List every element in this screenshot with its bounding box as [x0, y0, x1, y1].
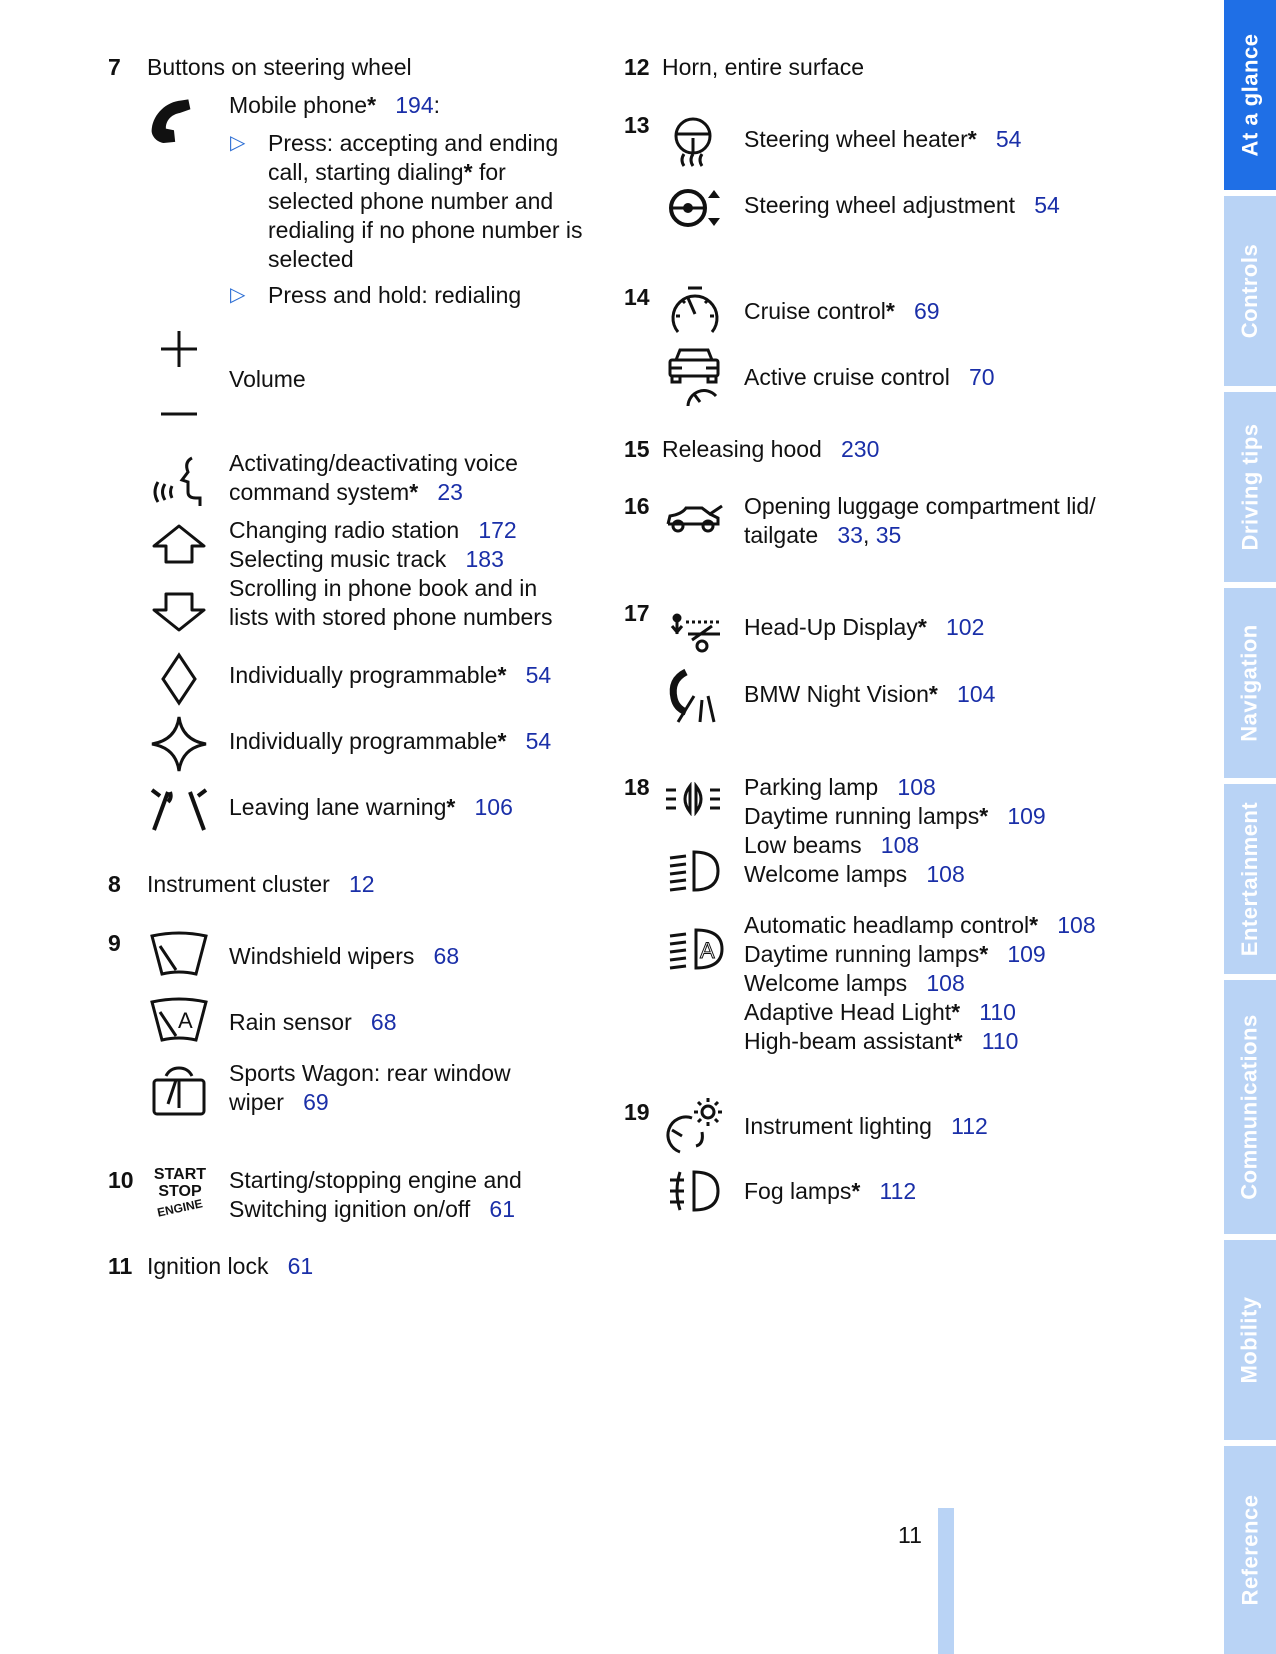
text: High-beam assistant: [744, 1028, 954, 1054]
colon: :: [433, 92, 440, 118]
windshield-wipers-line: [229, 941, 459, 971]
horn-label: Horn, entire surface: [662, 54, 864, 80]
phone-bullet-1-line-4: redialing if no phone number is: [268, 217, 583, 243]
lane-warning-line: Leaving lane warning* 106: [229, 794, 513, 820]
wipers-ref-link[interactable]: 68: [433, 943, 460, 969]
svg-text:A: A: [178, 1008, 193, 1033]
releasing-hood-line: [662, 434, 879, 464]
rain-sensor-icon: [148, 996, 210, 1044]
text: Selecting music track: [229, 546, 447, 572]
text: Instrument lighting: [744, 1113, 932, 1139]
text: Steering wheel adjustment: [744, 192, 1016, 218]
phone-bullet-1-line-2: call, starting dialing* for: [268, 159, 506, 185]
luggage-line-1: Opening luggage compartment lid/: [744, 493, 1096, 519]
lamps-b-line-5: High-beam assistant* 110: [744, 1028, 1019, 1054]
item-number-15: 15: [624, 436, 650, 462]
engine-ref-link[interactable]: 61: [489, 1196, 515, 1222]
high-beam-assistant-ref-link[interactable]: 110: [981, 1028, 1019, 1054]
item-number-11: 11: [108, 1253, 133, 1279]
section-tabs: [1224, 0, 1276, 1654]
tab-label: Controls: [1237, 243, 1263, 339]
voice-command-icon: [148, 450, 210, 512]
item-number-18: 18: [624, 774, 650, 800]
tab-reference[interactable]: [1224, 1446, 1276, 1654]
night-vision-line: BMW Night Vision* 104: [744, 681, 996, 707]
text: Individually programmable: [229, 662, 498, 688]
item-number-9: 9: [108, 930, 121, 956]
arrow-up-icon: [150, 522, 208, 566]
daytime-lamps-ref-link[interactable]: 109: [1007, 803, 1046, 829]
luggage-ref-link-2[interactable]: 35: [875, 522, 902, 548]
arrow-down-icon: [150, 590, 208, 634]
voice-line-2: command system* 23: [229, 479, 463, 505]
rain-sensor-ref-link[interactable]: 68: [370, 1009, 397, 1035]
parking-lamp-ref-link[interactable]: 108: [897, 774, 936, 800]
low-beams-ref-link[interactable]: 108: [880, 832, 920, 858]
programmable-2-line: Individually programmable* 54: [229, 728, 552, 754]
windshield-wiper-icon: [148, 930, 210, 978]
text: Ignition lock: [147, 1253, 269, 1279]
radio-line-4: lists with stored phone numbers: [229, 604, 553, 630]
phone-bullet-1-line-5: selected: [268, 246, 354, 272]
tab-label: Reference: [1237, 1494, 1263, 1606]
diamond-icon: [160, 652, 198, 706]
text: Adaptive Head Light: [744, 999, 952, 1025]
hud-line: Head-Up Display* 102: [744, 614, 985, 640]
radio-line-1: [229, 515, 517, 545]
text: Leaving lane warning: [229, 794, 447, 820]
releasing-hood-ref-link[interactable]: 230: [841, 436, 880, 462]
lamps-b-line-1: Automatic headlamp control* 108: [744, 912, 1096, 938]
music-ref-link[interactable]: 183: [465, 546, 504, 572]
text: Fog lamps: [744, 1178, 852, 1204]
start-stop-engine-icon: [150, 1166, 210, 1220]
welcome-lamps-2-ref-link[interactable]: 108: [926, 970, 965, 996]
tab-controls[interactable]: [1224, 196, 1276, 386]
active-cruise-ref-link[interactable]: 70: [968, 364, 995, 390]
lamps-a-line-4: [744, 859, 965, 889]
text: Parking lamp: [744, 774, 879, 800]
volume-label: Volume: [229, 366, 306, 392]
mobile-phone-ref-link[interactable]: 194: [395, 92, 434, 118]
steering-heater-ref-link[interactable]: 54: [995, 126, 1022, 152]
text: Rain sensor: [229, 1009, 352, 1035]
rain-sensor-line: [229, 1007, 397, 1037]
text: Changing radio station: [229, 517, 460, 543]
heading-buttons-steering-wheel: Buttons on steering wheel: [147, 54, 412, 80]
rear-window-wiper-icon: [148, 1064, 210, 1120]
luggage-ref-link-1[interactable]: 33: [837, 522, 863, 548]
text: call, starting dialing: [268, 159, 464, 185]
lamps-a-line-1: [744, 772, 936, 802]
stop-text: STOP: [158, 1183, 202, 1200]
tab-mobility[interactable]: [1224, 1240, 1276, 1440]
text: BMW Night Vision: [744, 681, 929, 707]
text: Head-Up Display: [744, 614, 918, 640]
steering-adjust-line: [744, 190, 1060, 220]
text: Active cruise control: [744, 364, 950, 390]
tab-at-a-glance[interactable]: [1224, 0, 1276, 190]
phone-handset-icon: [150, 92, 210, 152]
item-number-17: 17: [624, 600, 650, 626]
text: Individually programmable: [229, 728, 498, 754]
programmable-2-ref-link[interactable]: 54: [525, 728, 552, 754]
text: Steering wheel heater: [744, 126, 968, 152]
low-beam-icon: [666, 848, 724, 894]
car-trunk-icon: [664, 500, 726, 536]
fog-lamps-icon: [666, 1168, 724, 1214]
text: tailgate: [744, 522, 819, 548]
four-point-star-icon: [148, 714, 210, 774]
hud-ref-link[interactable]: 102: [945, 614, 985, 640]
instrument-lighting-line: [744, 1111, 988, 1141]
lamps-a-line-3: [744, 830, 919, 860]
voice-ref-link[interactable]: 23: [437, 479, 463, 505]
tab-label: Communications: [1237, 1014, 1262, 1200]
text: Instrument cluster: [147, 871, 330, 897]
text: command system: [229, 479, 410, 505]
text: Daytime running lamps: [744, 941, 980, 967]
start-text: START: [153, 1166, 207, 1183]
page-number: 11: [898, 1522, 922, 1548]
text: Windshield wipers: [229, 943, 415, 969]
phone-bullet-1-line-1: Press: accepting and ending: [268, 130, 559, 156]
rear-wiper-ref-link[interactable]: 69: [303, 1089, 329, 1115]
text: Cruise control: [744, 298, 886, 324]
lamps-b-line-2: Daytime running lamps* 109: [744, 941, 1046, 967]
fog-lamps-ref-link[interactable]: 112: [879, 1178, 917, 1204]
rear-wiper-line-1: Sports Wagon: rear window: [229, 1060, 511, 1086]
text: Automatic headlamp control: [744, 912, 1030, 938]
text: Switching ignition on/off: [229, 1196, 471, 1222]
steering-wheel-heater-icon: [668, 116, 718, 168]
item-number-19: 19: [624, 1099, 650, 1125]
text: Welcome lamps: [744, 970, 908, 996]
night-vision-icon: [664, 668, 722, 728]
lamps-b-line-3: [744, 968, 965, 998]
radio-line-2: [229, 544, 504, 574]
minus-icon: [158, 410, 200, 418]
instrument-lighting-icon: [662, 1096, 726, 1156]
radio-line-3: Scrolling in phone book and in: [229, 575, 538, 601]
item-number-12: 12: [624, 54, 650, 80]
instrument-lighting-ref-link[interactable]: 112: [951, 1113, 988, 1139]
parking-lamp-icon: [664, 782, 722, 816]
lamps-a-line-2: Daytime running lamps* 109: [744, 803, 1046, 829]
lamps-b-line-4: Adaptive Head Light* 110: [744, 999, 1016, 1025]
tab-driving-tips[interactable]: [1224, 392, 1276, 582]
tab-label: At a glance: [1237, 33, 1262, 157]
tab-label: Entertainment: [1237, 801, 1263, 957]
instrument-cluster-line: [147, 869, 375, 899]
text: for: [478, 159, 506, 185]
daytime-lamps-2-ref-link[interactable]: 109: [1007, 941, 1046, 967]
item-number-10: 10: [108, 1167, 134, 1193]
steering-heater-line: Steering wheel heater* 54: [744, 126, 1022, 152]
text: Releasing hood: [662, 436, 822, 462]
text: wiper: [229, 1089, 284, 1115]
bullet-triangle-icon: ▷: [230, 132, 246, 154]
cruise-control-icon: [668, 286, 722, 338]
separator: ,: [862, 522, 876, 548]
engine-text: ENGINE: [155, 1196, 204, 1220]
luggage-line-2: [744, 520, 901, 550]
cruise-control-line: Cruise control* 69: [744, 298, 940, 324]
instrument-cluster-ref-link[interactable]: 12: [348, 871, 375, 897]
rear-wiper-line-2: [229, 1087, 329, 1117]
steering-adjust-ref-link[interactable]: 54: [1034, 192, 1060, 218]
tab-navigation[interactable]: [1224, 588, 1276, 778]
programmable-1-line: Individually programmable* 54: [229, 662, 552, 688]
engine-line-2: [229, 1194, 515, 1224]
bullet-triangle-icon: ▷: [230, 284, 246, 306]
fog-lamps-line: Fog lamps* 112: [744, 1178, 917, 1204]
welcome-lamps-ref-link[interactable]: 108: [926, 861, 965, 887]
item-number-13: 13: [624, 112, 650, 138]
automatic-headlamp-icon: [666, 924, 728, 974]
head-up-display-icon: [668, 612, 724, 654]
active-cruise-control-icon: [666, 346, 722, 410]
ignition-lock-ref-link[interactable]: 61: [287, 1253, 314, 1279]
lane-warning-ref-link[interactable]: 106: [474, 794, 513, 820]
page-number-bar: [938, 1508, 954, 1654]
mobile-phone-label: Mobile phone: [229, 92, 368, 118]
ignition-lock-line: [147, 1251, 313, 1281]
programmable-1-ref-link[interactable]: 54: [525, 662, 552, 688]
tab-entertainment[interactable]: [1224, 784, 1276, 974]
night-vision-ref-link[interactable]: 104: [957, 681, 996, 707]
item-number-8: 8: [108, 871, 121, 897]
svg-text:A: A: [700, 938, 715, 963]
phone-bullet-2: Press and hold: redialing: [268, 282, 522, 308]
item-number-16: 16: [624, 493, 650, 519]
active-cruise-line: [744, 362, 995, 392]
tab-label: Navigation: [1237, 624, 1262, 742]
voice-line-1: Activating/deactivating voice: [229, 450, 518, 476]
tab-label: Mobility: [1237, 1296, 1263, 1384]
lane-departure-icon: [148, 784, 210, 834]
auto-headlamp-ref-link[interactable]: 108: [1057, 912, 1096, 938]
phone-bullet-1-line-3: selected phone number and: [268, 188, 554, 214]
item-number-7: 7: [108, 54, 121, 80]
tab-label: Driving tips: [1237, 423, 1263, 551]
tab-communications[interactable]: [1224, 980, 1276, 1234]
radio-ref-link[interactable]: 172: [478, 517, 517, 543]
cruise-control-ref-link[interactable]: 69: [914, 298, 940, 324]
mobile-phone-line: Mobile phone* 194:: [229, 92, 440, 118]
steering-wheel-adjust-icon: [666, 186, 724, 230]
plus-icon: [158, 328, 200, 370]
engine-line-1: Starting/stopping engine and: [229, 1167, 522, 1193]
adaptive-headlight-ref-link[interactable]: 110: [979, 999, 1016, 1025]
text: Low beams: [744, 832, 862, 858]
text: Daytime running lamps: [744, 803, 980, 829]
text: Welcome lamps: [744, 861, 908, 887]
item-number-14: 14: [624, 284, 650, 310]
